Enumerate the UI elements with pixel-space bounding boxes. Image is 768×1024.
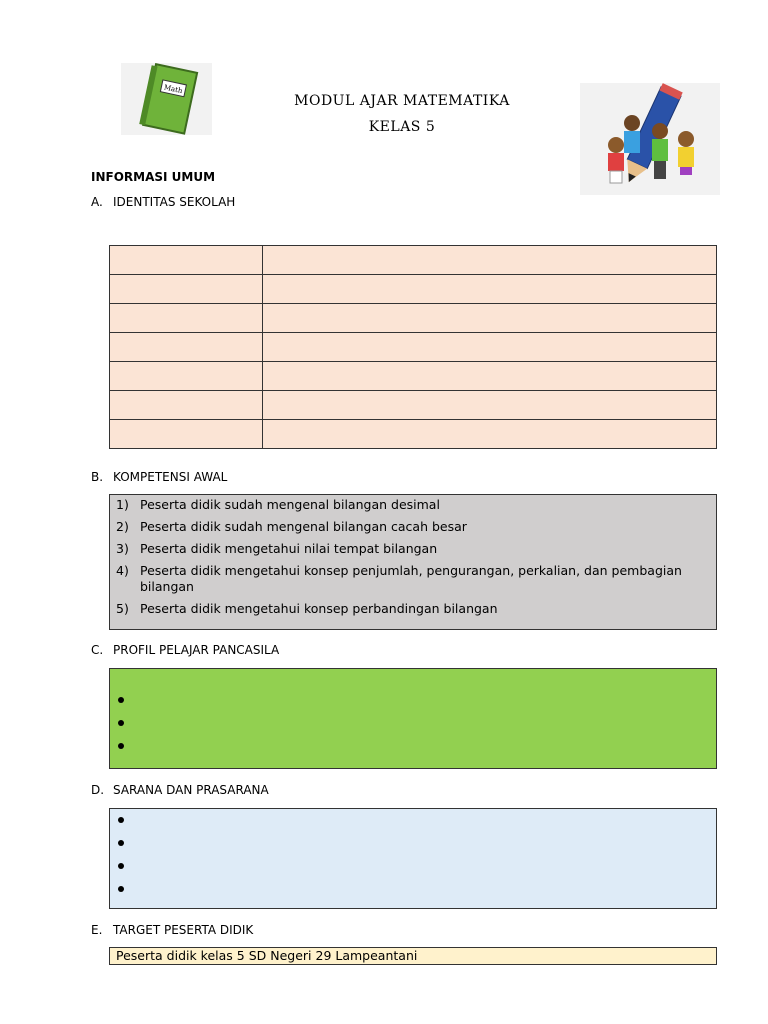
section-a-label: IDENTITAS SEKOLAH bbox=[113, 195, 236, 209]
section-e-letter: E. bbox=[91, 923, 103, 937]
page-title-line2: KELAS 5 bbox=[368, 119, 436, 135]
list-item[interactable] bbox=[110, 712, 716, 735]
page-title-line1: MODUL AJAR MATEMATIKA bbox=[294, 93, 510, 109]
bullet-icon bbox=[118, 863, 124, 869]
table-cell-label[interactable] bbox=[110, 333, 263, 362]
list-item-number: 1) bbox=[116, 497, 129, 512]
list-item bbox=[116, 563, 708, 595]
table-cell-value[interactable] bbox=[263, 333, 717, 362]
list-item bbox=[116, 497, 708, 513]
table-row bbox=[110, 362, 717, 391]
kompetensi-awal-list bbox=[116, 497, 708, 617]
list-item[interactable] bbox=[110, 735, 716, 758]
bullet-icon bbox=[118, 817, 124, 823]
bullet-icon bbox=[118, 886, 124, 892]
table-row bbox=[110, 275, 717, 304]
list-item-text: Peserta didik sudah mengenal bilangan cacah besar bbox=[140, 519, 467, 534]
section-d-label: SARANA DAN PRASARANA bbox=[113, 783, 269, 797]
list-item[interactable] bbox=[110, 832, 716, 855]
list-item bbox=[116, 541, 708, 557]
section-c-letter: C. bbox=[91, 643, 104, 657]
table-cell-value[interactable] bbox=[263, 304, 717, 333]
list-item-number: 5) bbox=[116, 601, 129, 616]
table-cell-label[interactable] bbox=[110, 275, 263, 304]
bullet-icon bbox=[118, 840, 124, 846]
table-row bbox=[110, 304, 717, 333]
section-b-heading bbox=[91, 470, 227, 484]
math-book-image bbox=[121, 63, 212, 135]
profil-pelajar-box[interactable] bbox=[109, 668, 717, 769]
list-item[interactable] bbox=[110, 878, 716, 901]
kids-pencil-image bbox=[580, 83, 720, 195]
target-peserta-box[interactable] bbox=[109, 947, 717, 965]
section-a-letter: A. bbox=[91, 195, 103, 209]
profil-pelajar-list bbox=[110, 689, 716, 758]
section-d-heading bbox=[91, 783, 269, 797]
table-row bbox=[110, 391, 717, 420]
list-item-text: Peserta didik mengetahui konsep penjumlah, pengurangan, perkalian, dan pembagian bilangan bbox=[140, 563, 682, 594]
sarana-prasarana-box[interactable] bbox=[109, 808, 717, 909]
section-b-label: KOMPETENSI AWAL bbox=[113, 470, 228, 484]
list-item[interactable] bbox=[110, 809, 716, 832]
identitas-sekolah-table bbox=[109, 245, 717, 449]
table-cell-value[interactable] bbox=[263, 246, 717, 275]
table-cell-label[interactable] bbox=[110, 304, 263, 333]
table-cell-label[interactable] bbox=[110, 246, 263, 275]
section-a-heading bbox=[91, 195, 235, 209]
list-item-number: 4) bbox=[116, 563, 129, 578]
table-cell-label[interactable] bbox=[110, 362, 263, 391]
table-cell-label[interactable] bbox=[110, 420, 263, 449]
table-cell-value[interactable] bbox=[263, 420, 717, 449]
list-item[interactable] bbox=[110, 855, 716, 878]
list-item-text: Peserta didik sudah mengenal bilangan desimal bbox=[140, 497, 440, 512]
math-book-label: Math bbox=[163, 83, 184, 96]
bullet-icon bbox=[118, 697, 124, 703]
bullet-icon bbox=[118, 720, 124, 726]
list-item bbox=[116, 519, 708, 535]
list-item[interactable] bbox=[110, 689, 716, 712]
bullet-icon bbox=[118, 743, 124, 749]
list-item bbox=[116, 601, 708, 617]
kompetensi-awal-box bbox=[109, 494, 717, 630]
table-row bbox=[110, 420, 717, 449]
table-cell-label[interactable] bbox=[110, 391, 263, 420]
table-row bbox=[110, 333, 717, 362]
sarana-prasarana-list bbox=[110, 809, 716, 901]
table-row bbox=[110, 246, 717, 275]
table-cell-value[interactable] bbox=[263, 362, 717, 391]
section-b-letter: B. bbox=[91, 470, 104, 484]
table-cell-value[interactable] bbox=[263, 275, 717, 304]
list-item-text: Peserta didik mengetahui nilai tempat bilangan bbox=[140, 541, 438, 556]
section-e-label: TARGET PESERTA DIDIK bbox=[113, 923, 254, 937]
informasi-umum-heading: INFORMASI UMUM bbox=[91, 170, 216, 184]
list-item-number: 3) bbox=[116, 541, 129, 556]
section-c-heading bbox=[91, 643, 279, 657]
section-d-letter: D. bbox=[91, 783, 105, 797]
list-item-text: Peserta didik mengetahui konsep perbandingan bilangan bbox=[140, 601, 498, 616]
section-c-label: PROFIL PELAJAR PANCASILA bbox=[113, 643, 280, 657]
section-e-heading bbox=[91, 923, 253, 937]
table-cell-value[interactable] bbox=[263, 391, 717, 420]
target-peserta-text: Peserta didik kelas 5 SD Negeri 29 Lampeantani bbox=[116, 948, 418, 963]
list-item-number: 2) bbox=[116, 519, 129, 534]
